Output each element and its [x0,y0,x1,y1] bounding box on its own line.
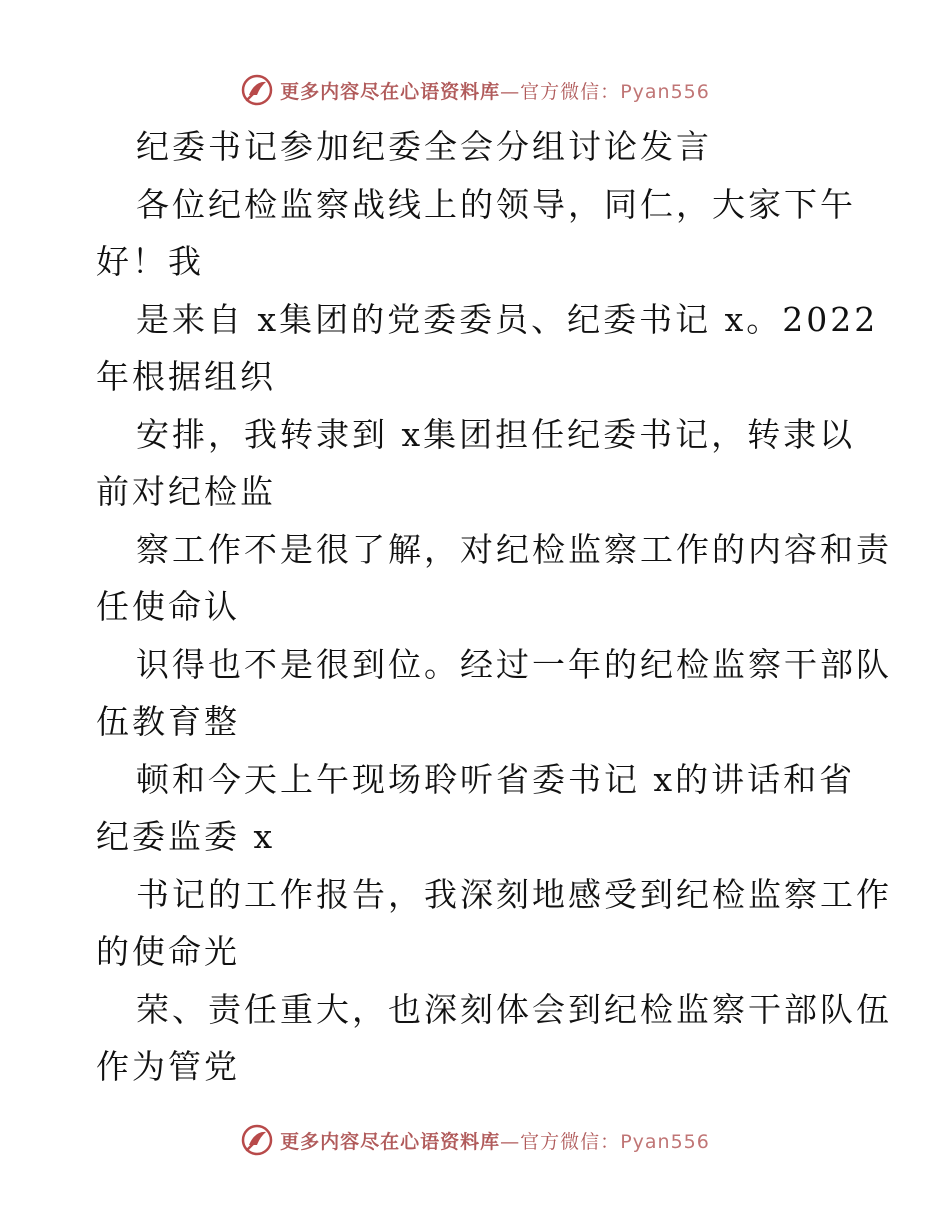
text-line: 作为管党 [96,1047,240,1086]
watermark-text [280,1127,710,1154]
text-line: 安排，我转隶到 x集团担任纪委书记，转隶以 [136,414,856,454]
watermark-brand: 更多内容尽在心语资料库 [280,80,501,103]
text-line: 的使命光 [96,932,240,971]
text-line: 顿和今天上午现场聆听省委书记 x的讲话和省 [136,759,856,799]
text-line: 任使命认 [96,587,240,626]
text-line: 纪委监委 x [96,817,276,856]
text-line: 伍教育整 [96,702,240,741]
text-line: 察工作不是很了解，对纪检监察工作的内容和责 [136,529,892,569]
text-line: 前对纪检监 [96,472,276,511]
watermark-text [280,77,710,104]
watermark-header [0,70,950,110]
text-line: 纪委书记参加纪委全会分组讨论发言 [136,127,712,166]
watermark-dash: — [500,80,521,103]
text-line: 是来自 x集团的党委委员、纪委书记 x。2022 [136,299,879,339]
watermark-footer [0,1120,950,1160]
watermark-brand: 更多内容尽在心语资料库 [280,1130,501,1153]
watermark-dash: — [500,1130,521,1153]
text-line: 各位纪检监察战线上的领导，同仁，大家下午 [136,184,856,224]
watermark-id: Pyan556 [620,1130,710,1153]
text-line: 年根据组织 [96,357,276,396]
watermark-official: 官方微信： [520,80,621,103]
document-body [96,118,892,1096]
watermark-id: Pyan556 [620,80,710,103]
pen-logo-icon [240,1123,274,1157]
pen-logo-icon [240,73,274,107]
text-line: 书记的工作报告，我深刻地感受到纪检监察工作 [136,874,892,914]
text-line: 好！我 [96,242,204,281]
text-line: 荣、责任重大，也深刻体会到纪检监察干部队伍 [136,989,892,1029]
text-line: 识得也不是很到位。经过一年的纪检监察干部队 [136,644,892,684]
watermark-official: 官方微信： [520,1130,621,1153]
